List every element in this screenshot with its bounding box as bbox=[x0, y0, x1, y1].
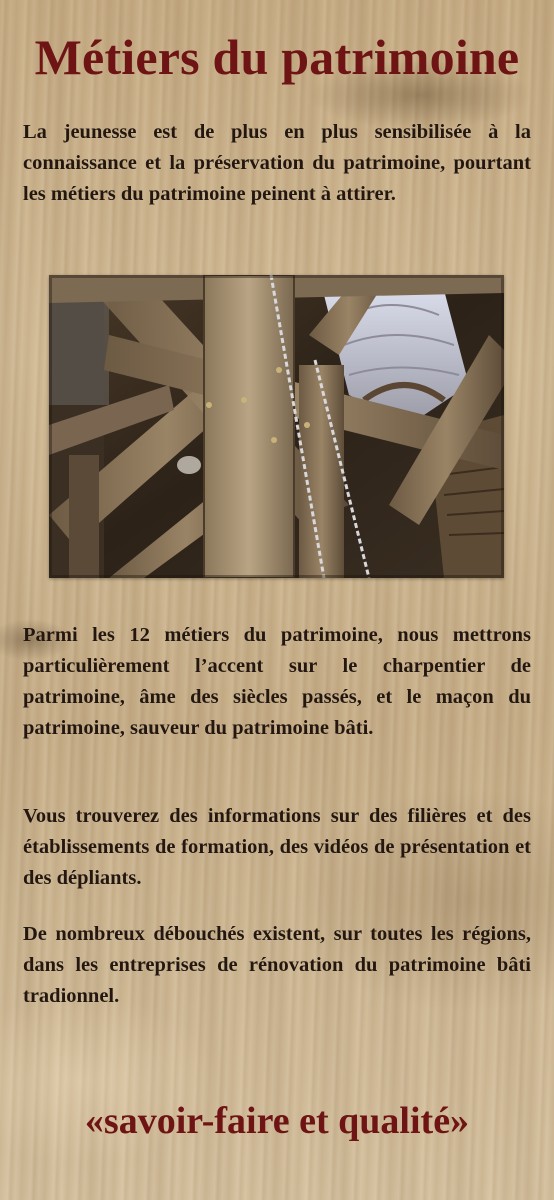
intro-paragraph: La jeunesse est de plus en plus sensibilisée à la connaissance et la préservation du patrimoine, pourtant les métiers du patrimoine peinent à attirer. bbox=[23, 121, 531, 205]
careers-paragraph: De nombreux débouchés existent, sur toutes les régions, dans les entreprises de rénovation du patrimoine bâti tradionnel. bbox=[23, 923, 531, 1007]
page-title: Métiers du patrimoine bbox=[34, 29, 520, 85]
tagline: «savoir-faire et qualité» bbox=[84, 1100, 470, 1142]
trades-paragraph: Parmi les 12 métiers du patrimoine, nous mettrons particulièrement l’accent sur le charpentier de patrimoine, âme des siècles passés, et le maçon du patrimoine, sauveur du patrimoine bâti. bbox=[23, 624, 531, 739]
belfry-timber-photo bbox=[49, 275, 504, 578]
resources-paragraph: Vous trouverez des informations sur des filières et des établissements de formation, des vidéos de présentation et des dépliants. bbox=[23, 805, 531, 889]
